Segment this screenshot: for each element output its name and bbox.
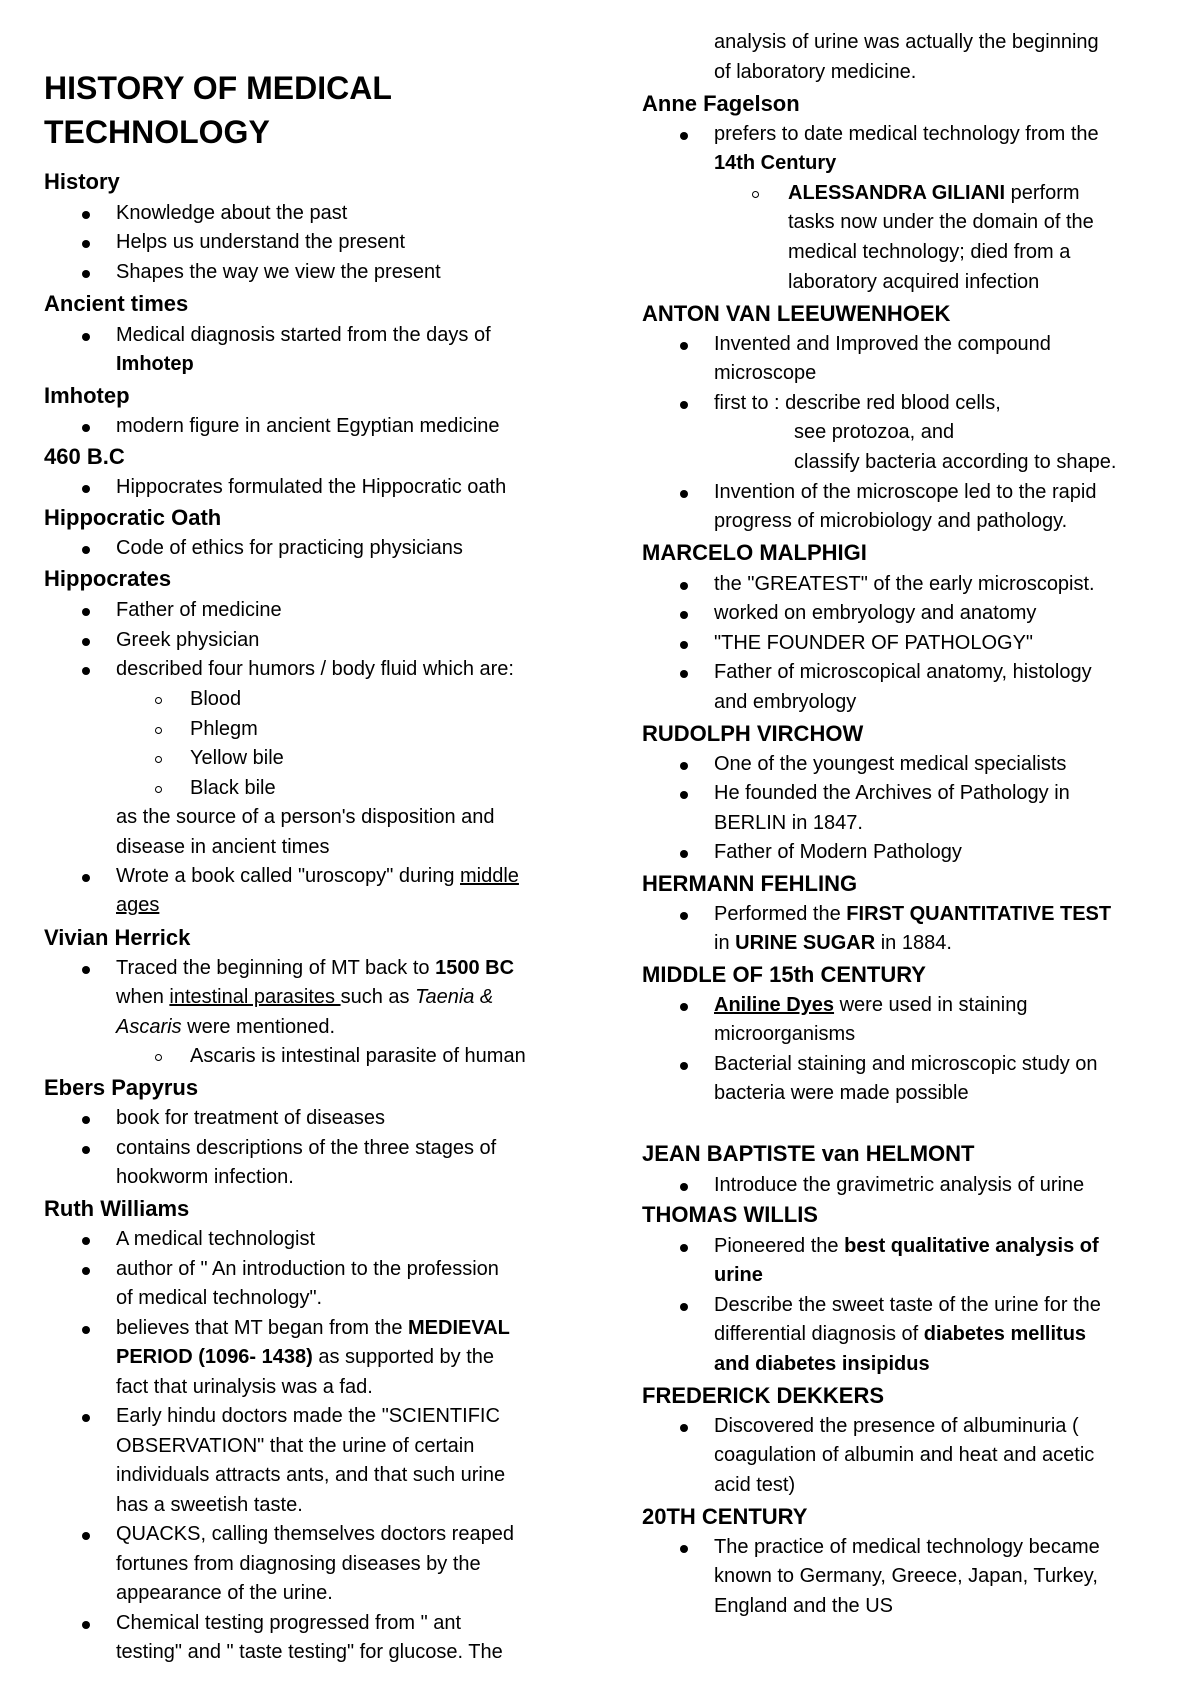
list-item-continuation: ages	[116, 894, 160, 916]
list-item	[714, 1232, 1099, 1262]
sub-bullet-circle	[155, 756, 162, 763]
section-heading-malphigi: MARCELO MALPHIGI	[642, 540, 867, 565]
italic-text: Taenia &	[415, 986, 494, 1008]
sub-list-item: Black bile	[190, 777, 276, 799]
list-item-continuation: urine	[714, 1264, 763, 1286]
list-item-continuation: fortunes from diagnosing diseases by the	[116, 1553, 481, 1575]
bullet-dot	[82, 1237, 90, 1245]
list-item-continuation	[714, 1320, 1086, 1350]
list-item: book for treatment of diseases	[116, 1107, 386, 1129]
bullet-dot	[680, 582, 688, 590]
list-item: first to : describe red blood cells,	[714, 392, 1001, 414]
list-item-continuation: known to Germany, Greece, Japan, Turkey,	[714, 1565, 1098, 1587]
bullet-dot	[82, 1532, 90, 1540]
sub-list-item: Blood	[190, 688, 242, 710]
section-heading-middle-15th-century: MIDDLE OF 15th CENTURY	[642, 962, 926, 987]
section-heading-leeuwenhoek: ANTON VAN LEEUWENHOEK	[642, 301, 951, 326]
bullet-dot	[680, 1183, 688, 1191]
list-item-continuation: has a sweetish taste.	[116, 1494, 303, 1516]
list-item-continuation: see protozoa, and	[794, 421, 955, 443]
text-run: were mentioned.	[181, 1016, 335, 1038]
section-heading-20th-century: 20TH CENTURY	[642, 1504, 808, 1529]
bullet-dot	[680, 641, 688, 649]
section-heading-helmont: JEAN BAPTISTE van HELMONT	[642, 1141, 975, 1166]
list-item: described four humors / body fluid which are:	[116, 658, 514, 680]
page-title	[44, 66, 564, 154]
bullet-dot	[82, 333, 90, 341]
list-item: Greek physician	[116, 629, 260, 651]
section-heading-history: History	[44, 169, 120, 194]
bold-text: FIRST QUANTITATIVE TEST	[846, 903, 1112, 925]
text-run: when	[116, 986, 170, 1008]
bold-text: diabetes mellitus	[923, 1323, 1087, 1345]
list-item	[116, 862, 519, 892]
section-heading-ruth-williams: Ruth Williams	[44, 1196, 190, 1221]
list-item: contains descriptions of the three stages of	[116, 1137, 497, 1159]
sub-list-item: Yellow bile	[190, 747, 284, 769]
list-item-continuation: hookworm infection.	[116, 1166, 294, 1188]
bullet-dot	[680, 762, 688, 770]
paragraph-line: analysis of urine was actually the beginning	[714, 31, 1099, 53]
section-heading-dekkers: FREDERICK DEKKERS	[642, 1383, 885, 1408]
bullet-dot	[82, 1326, 90, 1334]
list-item-continuation: acid test)	[714, 1474, 796, 1496]
list-item: Invention of the microscope led to the rapid	[714, 481, 1097, 503]
bullet-dot	[680, 791, 688, 799]
list-item-continuation: England and the US	[714, 1595, 894, 1617]
paragraph-line: of laboratory medicine.	[714, 61, 917, 83]
list-item-continuation: classify bacteria according to shape.	[794, 451, 1117, 473]
section-heading-vivian-herrick: Vivian Herrick	[44, 925, 191, 950]
list-item: Helps us understand the present	[116, 231, 406, 253]
list-item: Introduce the gravimetric analysis of urine	[714, 1174, 1085, 1196]
list-item-continuation	[714, 929, 952, 959]
bullet-dot	[680, 1303, 688, 1311]
list-item: modern figure in ancient Egyptian medicine	[116, 415, 500, 437]
title-line: TECHNOLOGY	[44, 114, 270, 150]
bullet-dot	[82, 1146, 90, 1154]
list-item: prefers to date medical technology from the	[714, 123, 1099, 145]
list-item-continuation: coagulation of albumin and heat and acetic	[714, 1444, 1095, 1466]
list-item: Medical diagnosis started from the days of	[116, 324, 491, 346]
underlined-text: middle	[460, 865, 519, 887]
sub-list-item-continuation: tasks now under the domain of the	[788, 211, 1094, 233]
list-item	[714, 991, 1028, 1021]
list-item-continuation	[116, 1013, 335, 1043]
bullet-dot	[680, 1545, 688, 1553]
sub-list-item-continuation: medical technology; died from a	[788, 241, 1071, 263]
list-item: Knowledge about the past	[116, 202, 348, 224]
list-item-continuation: and embryology	[714, 691, 857, 713]
bullet-dot	[82, 667, 90, 675]
list-item	[116, 1314, 510, 1344]
list-item: Discovered the presence of albuminuria (	[714, 1415, 1079, 1437]
bullet-dot	[680, 670, 688, 678]
bullet-dot	[82, 424, 90, 432]
bold-underlined-text: Aniline Dyes	[714, 994, 835, 1016]
bold-text: MEDIEVAL	[408, 1317, 510, 1339]
bullet-dot	[82, 240, 90, 248]
bullet-dot	[82, 966, 90, 974]
bullet-dot	[82, 874, 90, 882]
list-item-continuation: testing" and " taste testing" for glucose. The	[116, 1641, 503, 1663]
bullet-dot	[82, 1414, 90, 1422]
list-item	[714, 900, 1111, 930]
list-item: One of the youngest medical specialists	[714, 753, 1067, 775]
list-item: The practice of medical technology became	[714, 1536, 1100, 1558]
section-heading-anne-fagelson: Anne Fagelson	[642, 91, 800, 116]
list-item: the "GREATEST" of the early microscopist.	[714, 573, 1095, 595]
section-heading-ebers-papyrus: Ebers Papyrus	[44, 1075, 199, 1100]
bullet-dot	[82, 485, 90, 493]
bullet-dot	[680, 1424, 688, 1432]
list-item: Father of Modern Pathology	[714, 841, 962, 863]
bullet-dot	[82, 546, 90, 554]
bullet-dot	[82, 1267, 90, 1275]
bullet-dot	[680, 342, 688, 350]
bullet-dot	[82, 211, 90, 219]
bullet-dot	[82, 1621, 90, 1629]
sub-bullet-circle	[752, 191, 759, 198]
section-heading-ancient-times: Ancient times	[44, 291, 189, 316]
list-item-continuation: microorganisms	[714, 1023, 856, 1045]
text-run: in	[714, 932, 736, 954]
list-item-continuation	[116, 983, 493, 1013]
list-item-continuation: progress of microbiology and pathology.	[714, 510, 1068, 532]
list-item: A medical technologist	[116, 1228, 316, 1250]
list-item: He founded the Archives of Pathology in	[714, 782, 1070, 804]
text-run: perform	[1005, 182, 1080, 204]
list-item: worked on embryology and anatomy	[714, 602, 1037, 624]
list-item: Shapes the way we view the present	[116, 261, 441, 283]
text-run: differential diagnosis of	[714, 1323, 924, 1345]
sub-list-item-continuation: laboratory acquired infection	[788, 271, 1040, 293]
underlined-text: intestinal parasites	[169, 986, 341, 1008]
text-run: Performed the	[714, 903, 847, 925]
list-item-continuation: OBSERVATION" that the urine of certain	[116, 1435, 475, 1457]
list-item	[116, 954, 514, 984]
list-item: QUACKS, calling themselves doctors reaped	[116, 1523, 514, 1545]
list-item: Invented and Improved the compound	[714, 333, 1051, 355]
text-run: in 1884.	[875, 932, 952, 954]
section-heading-460bc: 460 B.C	[44, 444, 125, 469]
text-run: were used in staining	[834, 994, 1028, 1016]
text-run: as supported by the	[312, 1346, 494, 1368]
section-heading-hippocratic-oath: Hippocratic Oath	[44, 505, 222, 530]
list-item-continuation: individuals attracts ants, and that such urine	[116, 1464, 506, 1486]
sub-list-item: Phlegm	[190, 718, 258, 740]
bold-text: 1500 BC	[435, 957, 515, 979]
bullet-dot	[680, 1244, 688, 1252]
list-item: Hippocrates formulated the Hippocratic oath	[116, 476, 507, 498]
section-heading-hippocrates: Hippocrates	[44, 566, 172, 591]
section-heading-imhotep: Imhotep	[44, 383, 130, 408]
section-heading-virchow: RUDOLPH VIRCHOW	[642, 721, 864, 746]
bullet-dot	[680, 912, 688, 920]
paragraph-line: as the source of a person's disposition and	[116, 806, 495, 828]
list-item: Early hindu doctors made the "SCIENTIFIC	[116, 1405, 500, 1427]
list-item-continuation: Imhotep	[116, 353, 194, 375]
list-item-continuation: of medical technology".	[116, 1287, 323, 1309]
sub-bullet-circle	[155, 727, 162, 734]
bullet-dot	[680, 490, 688, 498]
list-item: Bacterial staining and microscopic study on	[714, 1053, 1098, 1075]
list-item: Code of ethics for practicing physicians	[116, 537, 463, 559]
bullet-dot	[82, 638, 90, 646]
list-item-continuation: bacteria were made possible	[714, 1082, 969, 1104]
sub-list-item: Ascaris is intestinal parasite of human	[190, 1045, 526, 1067]
list-item: Father of microscopical anatomy, histology	[714, 661, 1092, 683]
list-item-continuation: microscope	[714, 362, 817, 384]
bold-text: ALESSANDRA GILIANI	[788, 182, 1006, 204]
list-item: author of " An introduction to the profession	[116, 1258, 499, 1280]
list-item-continuation: BERLIN in 1847.	[714, 812, 863, 834]
bold-text: PERIOD (1096- 1438)	[116, 1346, 313, 1368]
bullet-dot	[82, 608, 90, 616]
list-item-continuation	[116, 1343, 494, 1373]
sub-bullet-circle	[155, 697, 162, 704]
list-item-continuation: fact that urinalysis was a fad.	[116, 1376, 373, 1398]
list-item-continuation: appearance of the urine.	[116, 1582, 333, 1604]
list-item: Chemical testing progressed from " ant	[116, 1612, 462, 1634]
text-run: Wrote a book called "uroscopy" during	[116, 865, 461, 887]
section-heading-fehling: HERMANN FEHLING	[642, 871, 858, 896]
bullet-dot	[680, 401, 688, 409]
list-item: Describe the sweet taste of the urine for the	[714, 1294, 1101, 1316]
italic-text: Ascaris	[116, 1016, 182, 1038]
bullet-dot	[680, 611, 688, 619]
bullet-dot	[680, 1062, 688, 1070]
bullet-dot	[680, 850, 688, 858]
sub-bullet-circle	[155, 786, 162, 793]
paragraph-line: disease in ancient times	[116, 836, 330, 858]
list-item: Father of medicine	[116, 599, 282, 621]
bullet-dot	[680, 1003, 688, 1011]
title-line: HISTORY OF MEDICAL	[44, 70, 392, 106]
list-item-continuation: and diabetes insipidus	[714, 1353, 930, 1375]
text-run: such as	[340, 986, 416, 1008]
bullet-dot	[680, 132, 688, 140]
sub-bullet-circle	[155, 1054, 162, 1061]
sub-list-item	[788, 179, 1080, 209]
bullet-dot	[82, 270, 90, 278]
bold-text: URINE SUGAR	[735, 932, 876, 954]
bold-text: best qualitative analysis of	[844, 1235, 1099, 1257]
list-item-continuation: 14th Century	[714, 152, 837, 174]
bullet-dot	[82, 1116, 90, 1124]
text-run: Pioneered the	[714, 1235, 845, 1257]
section-heading-willis: THOMAS WILLIS	[642, 1202, 818, 1227]
list-item: "THE FOUNDER OF PATHOLOGY"	[714, 632, 1034, 654]
text-run: believes that MT began from the	[116, 1317, 409, 1339]
text-run: Traced the beginning of MT back to	[116, 957, 436, 979]
